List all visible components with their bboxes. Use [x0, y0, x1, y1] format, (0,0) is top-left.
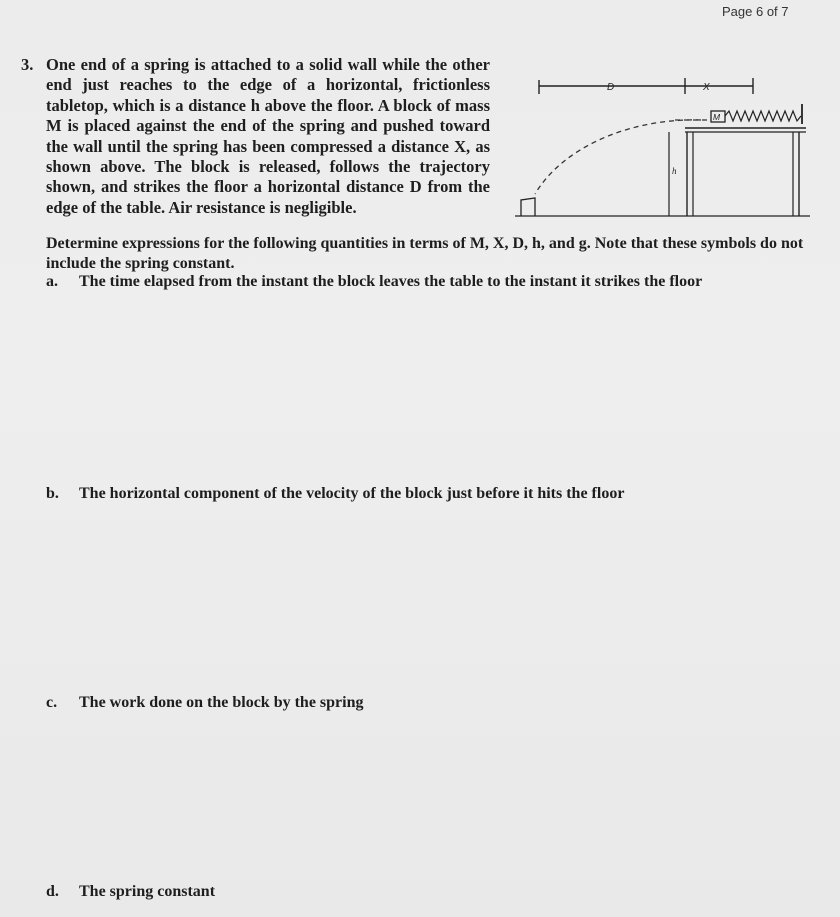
label-h: h [672, 166, 677, 176]
part-a [46, 273, 702, 291]
label-m: M [713, 112, 721, 122]
part-a-text: The time elapsed from the instant the block leaves the table to the instant it strikes the floor [79, 273, 703, 290]
part-a-label: a. [46, 273, 58, 290]
part-d-text: The spring constant [79, 883, 216, 900]
trajectory-path [535, 120, 701, 194]
part-b-label: b. [46, 485, 59, 502]
instructions-text: Determine expressions for the following quantities in terms of M, X, D, h, and g. Note that these symbols do not include the spring constant. [46, 235, 804, 272]
part-d-label: d. [46, 883, 59, 900]
part-b [46, 485, 624, 503]
question-number: 3. [21, 55, 34, 74]
spring-coil [725, 111, 801, 121]
landing-block [521, 198, 535, 216]
part-c-label: c. [46, 694, 58, 711]
spring-table-diagram [515, 74, 815, 224]
part-d [46, 883, 215, 901]
part-b-text: The horizontal component of the velocity of the block just before it hits the floor [79, 485, 625, 502]
label-x: X [703, 82, 710, 93]
label-d: D [607, 82, 615, 93]
question-text: One end of a spring is attached to a solid wall while the other end just reaches to the edge of a horizontal, frictionless tabletop, which is a distance h above the floor. A block of mass M is placed against the end of the spring and pushed toward the wall until the spring has been compressed a distance X, as shown above. The block is released, follows the trajectory shown, and strikes the floor a horizontal distance D from the edge of the table. Air resistance is negligible. [46, 55, 490, 217]
part-c-text: The work done on the block by the spring [79, 694, 364, 711]
part-c [46, 694, 364, 712]
page-indicator: Page 6 of 7 [722, 4, 789, 19]
